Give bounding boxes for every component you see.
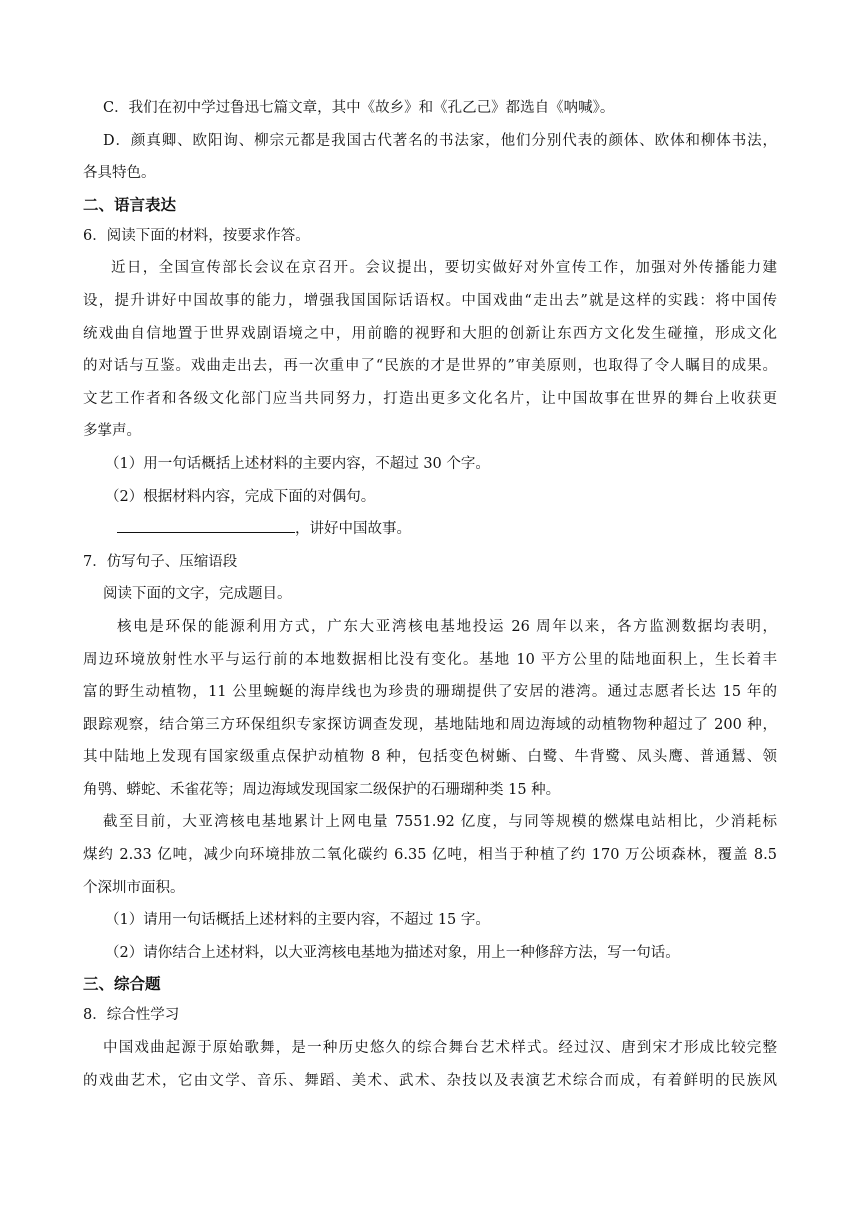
couplet-tail: ，讲好中国故事。 xyxy=(295,521,411,538)
question-7-intro: 阅读下面的文字，完成题目。 xyxy=(103,586,292,603)
passage-6-line-1: 近日，全国宣传部长会议在京召开。会议提出，要切实做好对外宣传工作，加强对外传播能力建 xyxy=(111,260,777,277)
question-6-title: 6．阅读下面的材料，按要求作答。 xyxy=(83,227,310,244)
passage-6-line-5: 文艺工作者和各级文化部门应当共同努力，打造出更多文化名片，让中国故事在世界的舞台上收获更 xyxy=(83,390,777,407)
answer-blank[interactable] xyxy=(117,518,295,533)
question-6-part-2: （2）根据材料内容，完成下面的对偶句。 xyxy=(105,488,376,505)
passage-6-line-6: 多掌声。 xyxy=(83,423,141,440)
exam-page xyxy=(83,92,777,1097)
passage-7-line-3: 富的野生动植物，11 公里蜿蜒的海岸线也为珍贵的珊瑚提供了安居的港湾。通过志愿者长达 15 年的 xyxy=(83,684,777,701)
passage-7-line-7: 截至目前，大亚湾核电基地累计上网电量 7551.92 亿度，与同等规模的燃煤电站相比，少消耗标 xyxy=(103,814,777,831)
passage-6-line-4: 的对话与互鉴。戏曲走出去，再一次重申了“民族的才是世界的”审美原则，也取得了令人瞩目的成果。 xyxy=(83,358,777,375)
passage-8-line-2: 的戏曲艺术，它由文学、音乐、舞蹈、美术、武术、杂技以及表演艺术综合而成，有着鲜明的民族风 xyxy=(83,1072,777,1089)
option-d: D．颜真卿、欧阳询、柳宗元都是我国古代著名的书法家，他们分别代表的颜体、欧体和柳体书法， xyxy=(103,132,777,149)
question-7-part-1: （1）请用一句话概括上述材料的主要内容，不超过 15 字。 xyxy=(105,912,490,929)
option-d-continuation: 各具特色。 xyxy=(83,165,156,182)
passage-6-line-3: 统戏曲自信地置于世界戏剧语境之中，用前瞻的视野和大胆的创新让东西方文化发生碰撞，形成文化 xyxy=(83,325,777,342)
passage-7-line-9: 个深圳市面积。 xyxy=(83,879,185,896)
passage-7-line-5: 其中陆地上发现有国家级重点保护动植物 8 种，包括变色树蜥、白鹭、牛背鹭、凤头鹰、普通鵟、领 xyxy=(83,749,777,766)
section-heading-language-expression: 二、语言表达 xyxy=(83,195,177,214)
passage-8-line-1: 中国戏曲起源于原始歌舞，是一种历史悠久的综合舞台艺术样式。经过汉、唐到宋才形成比较完整 xyxy=(103,1040,777,1057)
passage-7-line-4: 跟踪观察，结合第三方环保组织专家探访调查发现，基地陆地和周边海域的动植物物种超过了 200 种， xyxy=(83,716,777,733)
passage-7-line-2: 周边环境放射性水平与运行前的本地数据相比没有变化。基地 10 平方公里的陆地面积上，生长着丰 xyxy=(83,651,777,668)
passage-7-line-6: 角鸮、蟒蛇、禾雀花等；周边海域发现国家二级保护的石珊瑚种类 15 种。 xyxy=(83,781,561,798)
passage-6-line-2: 设，提升讲好中国故事的能力，增强我国国际话语权。中国戏曲“走出去”就是这样的实践：将中国传 xyxy=(83,292,777,309)
question-7-title: 7．仿写句子、压缩语段 xyxy=(83,553,238,570)
question-8-title: 8．综合性学习 xyxy=(83,1007,180,1024)
question-7-part-2: （2）请你结合上述材料，以大亚湾核电基地为描述对象，用上一种修辞方法，写一句话。 xyxy=(105,944,680,961)
option-c: C．我们在初中学过鲁迅七篇文章，其中《故乡》和《孔乙己》都选自《呐喊》。 xyxy=(103,100,615,116)
passage-7-line-1: 核电是环保的能源利用方式，广东大亚湾核电基地投运 26 周年以来，各方监测数据均表明， xyxy=(117,618,777,635)
section-heading-comprehensive: 三、综合题 xyxy=(83,975,161,994)
question-6-part-1: （1）用一句话概括上述材料的主要内容，不超过 30 个字。 xyxy=(105,455,490,472)
question-6-answer-row xyxy=(83,513,777,546)
passage-7-line-8: 煤约 2.33 亿吨，减少向环境排放二氧化碳约 6.35 亿吨，相当于种植了约 170 万公顷森林，覆盖 8.5 xyxy=(83,847,777,864)
